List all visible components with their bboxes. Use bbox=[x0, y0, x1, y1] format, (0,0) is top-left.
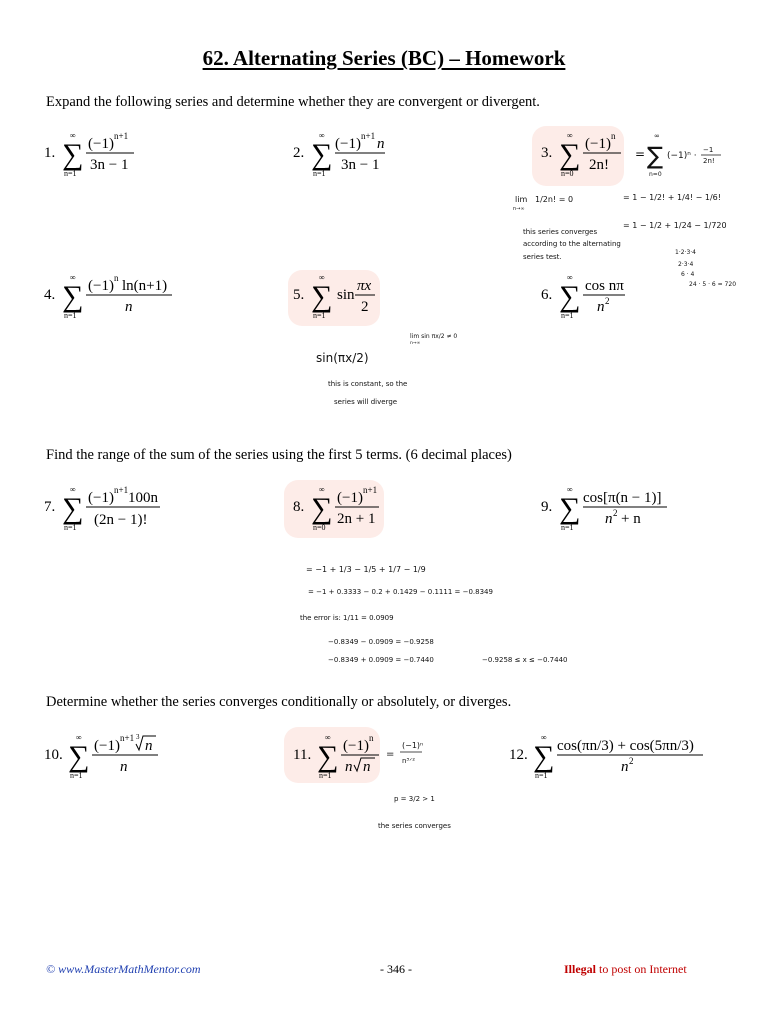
sigma-symbol: ∑ bbox=[68, 740, 90, 773]
hw-line-5: −0.8349 + 0.0909 = −0.7440 bbox=[328, 656, 434, 664]
sum-upper-limit: ∞ bbox=[567, 485, 573, 494]
denominator: n bbox=[597, 299, 605, 315]
numerator-tail: ln(n+1) bbox=[122, 278, 168, 294]
hw-limit: lim bbox=[515, 195, 528, 204]
section-1-instruction: Expand the following series and determine whether they are convergent or divergent. bbox=[46, 94, 540, 110]
footer-warning-bold: Illegal bbox=[564, 962, 596, 976]
denominator: 2n + 1 bbox=[337, 511, 376, 527]
sum-upper-limit: ∞ bbox=[70, 485, 76, 494]
denominator: n bbox=[621, 759, 629, 775]
problem-number: 12. bbox=[509, 747, 528, 763]
hw-equals: = bbox=[635, 147, 646, 161]
problem-number: 1. bbox=[44, 145, 56, 161]
sigma-symbol: ∑ bbox=[62, 138, 84, 171]
hw-term: (−1)ⁿ · bbox=[667, 151, 697, 161]
numerator: (−1) bbox=[585, 136, 611, 152]
hw-note-line-2: series will diverge bbox=[334, 398, 398, 406]
problem-2 bbox=[293, 128, 413, 182]
hw-line-2: = −1 + 0.3333 − 0.2 + 0.1429 − 0.1111 = −0.8349 bbox=[308, 588, 493, 596]
sum-upper-limit: ∞ bbox=[319, 485, 325, 494]
hw-denominator: n³ᐟ² bbox=[402, 757, 416, 765]
numerator: (−1) bbox=[88, 490, 114, 506]
denominator: n bbox=[345, 759, 353, 775]
sum-upper-limit: ∞ bbox=[70, 273, 76, 282]
function-name: sin bbox=[337, 287, 355, 303]
numerator-exponent: n+1 bbox=[363, 485, 378, 495]
sum-lower-limit: n=1 bbox=[64, 311, 77, 320]
footer-website: © www.MasterMathMentor.com bbox=[46, 962, 201, 976]
problem-12 bbox=[509, 730, 719, 784]
problem-8 bbox=[293, 482, 393, 536]
numerator: (−1) bbox=[94, 738, 120, 754]
sum-lower-limit: n=1 bbox=[70, 771, 83, 780]
numerator: (−1) bbox=[88, 278, 114, 294]
sum-upper-limit: ∞ bbox=[325, 733, 331, 742]
hw-expansion-2: = 1 − 1/2 + 1/24 − 1/720 bbox=[623, 221, 727, 230]
sum-lower-limit: n=1 bbox=[313, 169, 326, 178]
hw-line-4: −0.8349 − 0.0909 = −0.9258 bbox=[328, 638, 434, 646]
problem-number: 5. bbox=[293, 287, 305, 303]
page-title: 62. Alternating Series (BC) – Homework bbox=[202, 46, 566, 70]
hw-note-line-2: according to the alternating bbox=[523, 240, 621, 248]
sum-lower-limit: n=1 bbox=[535, 771, 548, 780]
sum-lower-limit: n=0 bbox=[313, 523, 326, 532]
denominator: 3n − 1 bbox=[341, 157, 380, 173]
hw-line-5-tail: −0.9258 ≤ x ≤ −0.7440 bbox=[482, 656, 568, 664]
problem-number: 9. bbox=[541, 499, 553, 515]
sum-upper-limit: ∞ bbox=[541, 733, 547, 742]
sigma-symbol: ∑ bbox=[62, 492, 84, 525]
sigma-symbol: ∑ bbox=[533, 740, 555, 773]
sum-upper-limit: ∞ bbox=[319, 273, 325, 282]
hw-conclusion: the series converges bbox=[378, 822, 451, 830]
hw-limit-sub: n→∞ bbox=[410, 341, 421, 346]
inner-numerator: πx bbox=[357, 278, 372, 294]
hw-note-line-3: series test. bbox=[523, 253, 562, 261]
sum-lower-limit: n=1 bbox=[319, 771, 332, 780]
handwriting-problem-8 bbox=[298, 558, 598, 670]
denominator: n bbox=[605, 511, 613, 527]
hw-calc-3: 6 · 4 bbox=[681, 271, 695, 278]
sigma-symbol: ∑ bbox=[311, 280, 333, 313]
denominator-exponent: 2 bbox=[613, 508, 618, 518]
problem-number: 11. bbox=[293, 747, 312, 763]
problem-number: 10. bbox=[44, 747, 63, 763]
sigma-symbol: ∑ bbox=[559, 280, 581, 313]
sigma-symbol: ∑ bbox=[311, 492, 333, 525]
root-argument: n bbox=[145, 738, 153, 754]
sum-lower-limit: n=1 bbox=[64, 169, 77, 178]
numerator-exponent: n+1 bbox=[120, 733, 135, 743]
footer-warning bbox=[564, 962, 687, 977]
hw-line-3: the error is: 1/11 = 0.0909 bbox=[300, 614, 394, 622]
numerator-exponent: n+1 bbox=[114, 131, 129, 141]
sigma-symbol: ∑ bbox=[317, 740, 339, 773]
sum-lower-limit: n=0 bbox=[561, 169, 574, 178]
problem-9 bbox=[541, 482, 681, 536]
footer-page-number: - 346 - bbox=[380, 962, 412, 976]
numerator: (−1) bbox=[343, 738, 369, 754]
sum-lower-limit: n=1 bbox=[561, 311, 574, 320]
hw-expression: sin(πx/2) bbox=[316, 351, 369, 365]
hw-calc-2: 2·3·4 bbox=[678, 261, 694, 268]
hw-equals: = bbox=[386, 749, 395, 760]
hw-note-line-1: this series converges bbox=[523, 228, 598, 236]
sigma-symbol: ∑ bbox=[311, 138, 333, 171]
section-2-instruction: Find the range of the sum of the series using the first 5 terms. (6 decimal places) bbox=[46, 447, 512, 463]
handwriting-problem-11 bbox=[370, 730, 510, 834]
numerator-exponent: n bbox=[611, 131, 616, 141]
denominator-tail: + n bbox=[621, 511, 641, 527]
hw-sigma: ∑ bbox=[647, 142, 664, 170]
sum-upper-limit: ∞ bbox=[567, 131, 573, 140]
numerator-exponent: n bbox=[369, 733, 374, 743]
denominator: 2n! bbox=[589, 157, 609, 173]
problem-7 bbox=[44, 482, 184, 536]
sigma-symbol: ∑ bbox=[62, 280, 84, 313]
numerator-tail: 100n bbox=[128, 490, 158, 506]
hw-expansion-1: = 1 − 1/2! + 1/4! − 1/6! bbox=[623, 193, 721, 202]
hw-limit: lim sin πx/2 ≠ 0 bbox=[410, 333, 458, 340]
hw-note-line-1: this is constant, so the bbox=[328, 380, 408, 388]
sum-upper-limit: ∞ bbox=[76, 733, 82, 742]
hw-term-numerator: −1 bbox=[703, 146, 714, 154]
sum-lower-limit: n=1 bbox=[313, 311, 326, 320]
denominator-exponent: 2 bbox=[605, 296, 610, 306]
problem-4 bbox=[44, 270, 194, 324]
sum-lower-limit: n=1 bbox=[561, 523, 574, 532]
numerator: cos[π(n − 1)] bbox=[583, 490, 662, 506]
hw-sum-upper: ∞ bbox=[654, 132, 660, 140]
problem-5 bbox=[293, 270, 393, 324]
sum-upper-limit: ∞ bbox=[319, 131, 325, 140]
problem-1 bbox=[44, 128, 164, 182]
sigma-symbol: ∑ bbox=[559, 492, 581, 525]
numerator: cos(πn/3) + cos(5πn/3) bbox=[557, 738, 694, 754]
hw-line-1: = −1 + 1/3 − 1/5 + 1/7 − 1/9 bbox=[306, 565, 426, 574]
hw-limit-sub: n→∞ bbox=[513, 206, 525, 212]
footer-warning-rest: to post on Internet bbox=[596, 962, 687, 976]
denominator: 3n − 1 bbox=[90, 157, 129, 173]
problem-number: 2. bbox=[293, 145, 305, 161]
handwriting-problem-3 bbox=[505, 130, 765, 290]
denominator: n bbox=[120, 759, 128, 775]
sum-upper-limit: ∞ bbox=[70, 131, 76, 140]
sum-lower-limit: n=1 bbox=[64, 523, 77, 532]
hw-limit-expression: 1/2n! = 0 bbox=[535, 195, 574, 204]
problem-number: 6. bbox=[541, 287, 553, 303]
inner-denominator: 2 bbox=[361, 299, 369, 315]
hw-calc-1: 1·2·3·4 bbox=[675, 249, 696, 256]
root-argument: n bbox=[363, 759, 371, 775]
hw-term-denominator: 2n! bbox=[703, 157, 715, 165]
numerator: cos nπ bbox=[585, 278, 624, 294]
denominator-exponent: 2 bbox=[629, 756, 634, 766]
problem-10 bbox=[44, 730, 174, 784]
numerator: (−1) bbox=[335, 136, 361, 152]
root-index: 3 bbox=[136, 733, 140, 741]
hw-numerator: (−1)ⁿ bbox=[402, 741, 424, 750]
sigma-symbol: ∑ bbox=[559, 138, 581, 171]
problem-number: 8. bbox=[293, 499, 305, 515]
problem-number: 3. bbox=[541, 145, 553, 161]
section-3-instruction: Determine whether the series converges conditionally or absolutely, or diverges. bbox=[46, 694, 512, 710]
problem-number: 7. bbox=[44, 499, 56, 515]
denominator: n bbox=[125, 299, 133, 315]
hw-p-value: p = 3/2 > 1 bbox=[394, 795, 435, 803]
numerator: (−1) bbox=[88, 136, 114, 152]
numerator: (−1) bbox=[337, 490, 363, 506]
numerator-exponent: n+1 bbox=[361, 131, 376, 141]
handwriting-problem-5 bbox=[310, 326, 510, 412]
numerator-tail: n bbox=[377, 136, 385, 152]
problem-number: 4. bbox=[44, 287, 56, 303]
sum-upper-limit: ∞ bbox=[567, 273, 573, 282]
denominator: (2n − 1)! bbox=[94, 512, 148, 528]
hw-sum-lower: n=0 bbox=[649, 171, 662, 178]
numerator-exponent: n+1 bbox=[114, 485, 129, 495]
numerator-exponent: n bbox=[114, 273, 119, 283]
hw-calc-4: 24 · 5 · 6 = 720 bbox=[689, 281, 737, 288]
